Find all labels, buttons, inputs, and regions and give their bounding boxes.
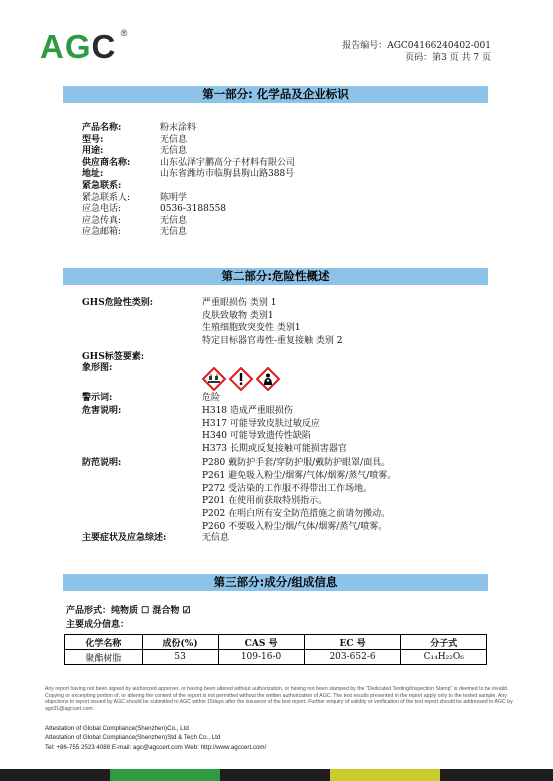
field-label: 应急电话: (82, 204, 122, 215)
precaution-label: 防范说明: (82, 458, 122, 468)
table-header-cell: CAS 号 (218, 635, 304, 650)
agc-logo: AGC ® (40, 28, 129, 65)
table-cell: 203-652-6 (304, 650, 401, 665)
table-cell: 聚酯树脂 (65, 650, 143, 665)
field-label: 型号: (82, 134, 104, 145)
ghs-class-item: 特定目标器官毒性-重复接触 类别 2 (202, 335, 343, 346)
disclaimer: Any report having not been signed by authorized approver, or having been altered without authorization, or having not been stamped by the "Dedicated Testing/Inspection Stamp" is deemed to be invalid. Copying or excerpting portion of, or altering the content of the report is not permitted without the written authorization of AGC. The test results presented in the report apply only to the tested sample. Any objections to report issued by AGC should be submitted to AGC within 15days after the issuance of the test report. Further enquiry of validity or verification of the test report should be addressed to AGC by agc01@agccert.com. (45, 686, 513, 712)
field-value: 山东省潍坊市临朐县朐山路388号 (160, 169, 295, 180)
registered-mark: ® (120, 28, 129, 38)
precaution-statement: P260 不要吸入粉尘/烟/气体/烟雾/蒸气/喷雾。 (202, 522, 388, 532)
attestation-2: Attestation of Global Compliance(Shenzhen)Std & Tech Co., Ltd (45, 734, 221, 741)
product-form: 产品形式：纯物质 ☐ 混合物 ☑ (66, 606, 191, 616)
table-header-cell: 化学名称 (65, 635, 143, 650)
symptoms-label: 主要症状及应急综述: (82, 533, 167, 543)
table-cell: 109-16-0 (218, 650, 304, 665)
hazard-label: 危害说明: (82, 406, 122, 416)
table-cell: C₁₄H₂₂O₆ (401, 650, 487, 665)
symptoms-value: 无信息 (202, 533, 230, 543)
section2-title: 第二部分:危险性概述 (63, 268, 488, 285)
corrosion-icon (202, 367, 226, 391)
field-label: 产品名称: (82, 123, 122, 133)
table-header-cell: 分子式 (401, 635, 487, 650)
field-value: 粉末涂料 (160, 123, 197, 133)
field-label: 应急传真: (82, 215, 122, 226)
ghs-class-item: 皮肤致敏物 类别1 (202, 310, 274, 321)
field-value: 无信息 (160, 134, 188, 145)
ghs-class-item: 严重眼损伤 类别 1 (202, 298, 277, 308)
table-cell: 53 (142, 650, 218, 665)
precaution-statement: P280 戴防护手套/穿防护服/戴防护眼罩/面具。 (202, 458, 391, 468)
table-header-row (65, 635, 487, 650)
ghs-class-item: 生殖细胞致突变性 类别1 (202, 323, 301, 333)
field-label: 用途: (82, 146, 104, 157)
table-row (65, 650, 487, 665)
precaution-statement: P202 在明白所有安全防范措施之前请勿搬动。 (202, 509, 391, 520)
table-body (65, 650, 487, 665)
precaution-statement: P272 受沾染的工作服不得带出工作场地。 (202, 483, 373, 494)
ghs-label-elements-label: GHS标签要素: (82, 352, 145, 362)
field-value: 无信息 (160, 227, 188, 238)
hazard-statement: H373 长期或反复接触可能损害器官 (202, 443, 347, 454)
attestation-1: Attestation of Global Compliance(Shenzhen)Co., Ltd (45, 725, 189, 732)
composition-label: 主要成分信息： (66, 620, 130, 630)
ghs-class-label: GHS危险性类别: (82, 298, 154, 308)
pictogram-label: 象形图: (82, 363, 113, 373)
hazard-statement: H317 可能导致皮肤过敏反应 (202, 418, 320, 429)
contact-line: Tel: +86-755 2523 4088 E-mail: agc@agccert.com Web: http://www.agccert.com/ (45, 744, 267, 751)
pictogram-row (202, 367, 280, 391)
precaution-statement: P261 避免吸入粉尘/烟雾/气体/烟雾/蒸气/喷雾。 (202, 470, 397, 481)
exclamation-mark-icon (229, 367, 253, 391)
field-value: 0536-3188558 (160, 204, 227, 215)
report-number: 报告编号：AGC04166240402-001 (342, 41, 491, 51)
field-value: 无信息 (160, 146, 188, 157)
signal-word: 危险 (202, 393, 221, 403)
table-header-cell: 成份(%) (142, 635, 218, 650)
hazard-statement: H340 可能导致遗传性缺陷 (202, 431, 311, 441)
table-header-cell: EC 号 (304, 635, 401, 650)
field-value: 无信息 (160, 215, 188, 226)
page-info: 页码：第3 页 共 7 页 (405, 53, 491, 63)
precaution-statement: P201 在使用前获取特别指示。 (202, 496, 328, 507)
field-value: 陈明学 (160, 192, 188, 203)
field-label: 供应商名称: (82, 157, 131, 168)
section3-title: 第三部分:成分/组成信息 (63, 574, 488, 591)
field-value: 山东弘泽宇鹏高分子材料有限公司 (160, 157, 296, 168)
hazard-statement: H318 造成严重眼损伤 (202, 406, 293, 416)
composition-table (64, 634, 487, 665)
field-label: 紧急联系: (82, 181, 122, 191)
field-label: 地址: (82, 169, 104, 180)
footer-color-strip (0, 769, 553, 781)
health-hazard-icon (256, 367, 280, 391)
signal-word-label: 警示词: (82, 393, 113, 403)
field-label: 应急邮箱: (82, 227, 122, 238)
section1-title: 第一部分: 化学品及企业标识 (63, 86, 488, 103)
field-label: 紧急联系人: (82, 192, 131, 203)
